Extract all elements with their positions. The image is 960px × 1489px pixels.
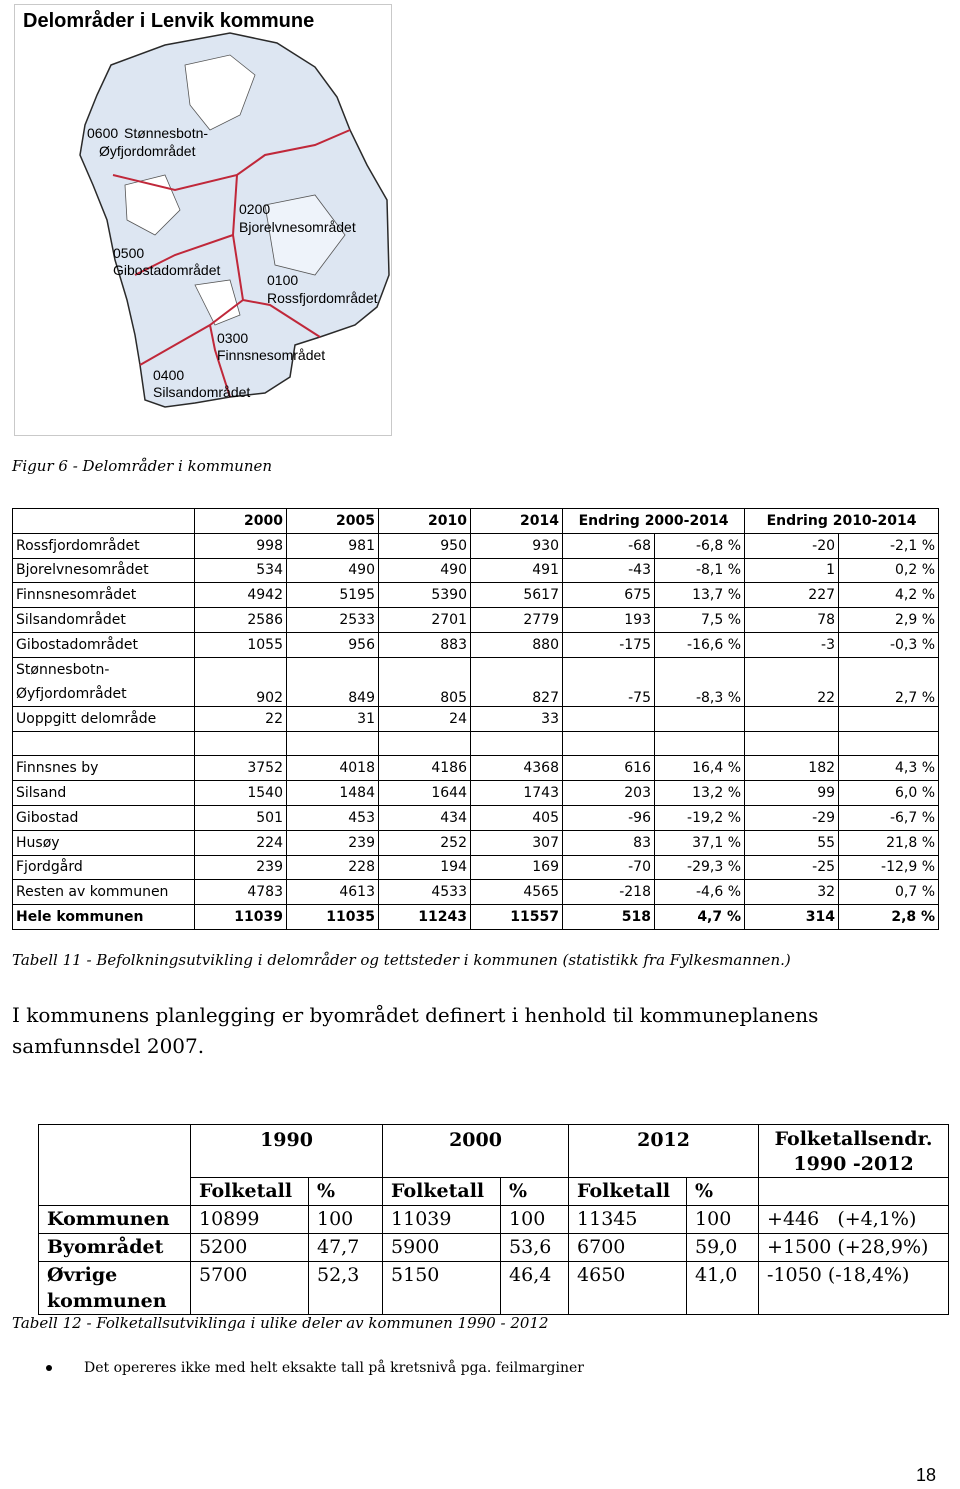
table-cell: 224 [195, 830, 287, 855]
table-cell: 46,4 [501, 1262, 569, 1315]
table-cell: 11039 [195, 905, 287, 930]
table-cell: 11345 [569, 1206, 687, 1234]
table-cell: -25 [745, 855, 839, 880]
table-cell: +1500 (+28,9%) [759, 1234, 949, 1262]
folketall-table [38, 1124, 949, 1315]
table-cell: 7,5 % [655, 608, 745, 633]
table-cell: 4533 [379, 880, 471, 905]
table-cell: 32 [745, 880, 839, 905]
table-row [39, 1262, 949, 1315]
table-cell: -4,6 % [655, 880, 745, 905]
percent-subheader: % [309, 1178, 383, 1206]
table-cell: 16,4 % [655, 756, 745, 781]
table-cell: 880 [471, 632, 563, 657]
table-header-cell [13, 509, 195, 534]
table-cell: 11243 [379, 905, 471, 930]
table-row [13, 706, 939, 731]
table-cell [655, 706, 745, 731]
table-cell: 902 [195, 657, 287, 706]
table-cell: 78 [745, 608, 839, 633]
table-header-cell: Endring 2000-2014 [563, 509, 745, 534]
table-header-cell: 2014 [471, 509, 563, 534]
row-label-line: Stønnesbotn- [16, 661, 110, 678]
table-cell: 956 [287, 632, 379, 657]
table-cell: 193 [563, 608, 655, 633]
table-header-cell: 2010 [379, 509, 471, 534]
table-cell: 2,8 % [839, 905, 939, 930]
table-cell: 4942 [195, 583, 287, 608]
map-title: Delområder i Lenvik kommune [23, 10, 315, 32]
figure-caption: Figur 6 - Delområder i kommunen [12, 457, 273, 475]
table-cell: 1644 [379, 781, 471, 806]
table-cell: -29 [745, 805, 839, 830]
table-cell: 239 [287, 830, 379, 855]
row-label: Husøy [13, 830, 195, 855]
table-spacer-row [13, 731, 939, 756]
table-cell: +446 (+4,1%) [759, 1206, 949, 1234]
table-cell: 169 [471, 855, 563, 880]
table-cell: 100 [687, 1206, 759, 1234]
table-cell: 24 [379, 706, 471, 731]
table-cell: 518 [563, 905, 655, 930]
table-cell: -218 [563, 880, 655, 905]
table-cell: -70 [563, 855, 655, 880]
bullet-item [46, 1360, 584, 1376]
table-cell: 99 [745, 781, 839, 806]
map-label-name: Stønnesbotn- [124, 125, 209, 141]
table-cell: 100 [309, 1206, 383, 1234]
row-label-line: Øyfjordområdet [16, 685, 127, 702]
map-label-name: Øyfjordområdet [99, 143, 196, 159]
table-cell: 4,7 % [655, 905, 745, 930]
table-cell: -3 [745, 632, 839, 657]
row-label: Gibostadområdet [13, 632, 195, 657]
table-row [13, 657, 939, 706]
table-cell: 4368 [471, 756, 563, 781]
table-cell: 182 [745, 756, 839, 781]
table-cell-empty [471, 731, 563, 756]
table-cell: 491 [471, 558, 563, 583]
table-cell: 534 [195, 558, 287, 583]
table-cell: -16,6 % [655, 632, 745, 657]
row-label: Byområdet [39, 1234, 191, 1262]
table-row [39, 1234, 949, 1262]
bullet-text: Det opereres ikke med helt eksakte tall på kretsnivå pga. feilmarginer [84, 1360, 584, 1376]
table-header-row [13, 509, 939, 534]
table-cell: -2,1 % [839, 533, 939, 558]
table-cell: 5150 [383, 1262, 501, 1315]
table-cell: 981 [287, 533, 379, 558]
table-cell: 0,7 % [839, 880, 939, 905]
map-label-name: Rossfjordområdet [267, 290, 378, 306]
table-cell: 0,2 % [839, 558, 939, 583]
table-cell: 4186 [379, 756, 471, 781]
table-cell: 4018 [287, 756, 379, 781]
table-cell-empty [839, 731, 939, 756]
table-cell: 490 [287, 558, 379, 583]
table-row [39, 1206, 949, 1234]
table-cell: 2533 [287, 608, 379, 633]
table-cell: 307 [471, 830, 563, 855]
table-cell-empty [655, 731, 745, 756]
table-cell: 4613 [287, 880, 379, 905]
table-corner [39, 1125, 191, 1206]
table-cell: -29,3 % [655, 855, 745, 880]
table-cell: -0,3 % [839, 632, 939, 657]
table-row [13, 905, 939, 930]
table-cell: 4565 [471, 880, 563, 905]
table-cell: 883 [379, 632, 471, 657]
table-cell: -19,2 % [655, 805, 745, 830]
table-row [13, 608, 939, 633]
folketall-subheader: Folketall [569, 1178, 687, 1206]
table-cell: 37,1 % [655, 830, 745, 855]
table-cell: 2779 [471, 608, 563, 633]
table-cell [563, 706, 655, 731]
map-label-code: 0300 [217, 330, 249, 346]
table-cell: 59,0 [687, 1234, 759, 1262]
percent-subheader: % [687, 1178, 759, 1206]
table-cell: 827 [471, 657, 563, 706]
map-label-name: Gibostadområdet [113, 262, 221, 278]
table-cell [745, 706, 839, 731]
table-cell: 950 [379, 533, 471, 558]
table-cell: -96 [563, 805, 655, 830]
table-row [13, 781, 939, 806]
table-row [13, 533, 939, 558]
map-label-code: 0600 [87, 125, 119, 141]
table-cell-empty [759, 1178, 949, 1206]
table-cell-empty [563, 731, 655, 756]
table-cell: 2586 [195, 608, 287, 633]
row-label: Silsandområdet [13, 608, 195, 633]
table-cell: 1743 [471, 781, 563, 806]
table-row [13, 583, 939, 608]
table-cell: 228 [287, 855, 379, 880]
map-label-code: 0500 [113, 245, 145, 261]
table-cell: 11035 [287, 905, 379, 930]
row-label: Rossfjordområdet [13, 533, 195, 558]
table-header-cell: 2005 [287, 509, 379, 534]
body-paragraph: I kommunens planlegging er byområdet definert i henhold til kommuneplanens samfunnsdel 2007. [12, 1003, 819, 1058]
table-cell: 33 [471, 706, 563, 731]
year-header: 1990 [191, 1125, 383, 1178]
table-cell [839, 706, 939, 731]
row-label: Øvrige kommunen [39, 1262, 191, 1315]
table-header-cell: Endring 2010-2014 [745, 509, 939, 534]
table-cell-empty [13, 731, 195, 756]
table11-caption: Tabell 11 - Befolkningsutvikling i delområder og tettsteder i kommunen (statistikk fra Fylkesmannen.) [12, 951, 791, 969]
table-cell: 22 [195, 706, 287, 731]
table-cell: 616 [563, 756, 655, 781]
table-cell: 2701 [379, 608, 471, 633]
table-row [13, 805, 939, 830]
table-cell: 47,7 [309, 1234, 383, 1262]
row-label: Finnsnes by [13, 756, 195, 781]
table-cell: 83 [563, 830, 655, 855]
table-cell: -1050 (-18,4%) [759, 1262, 949, 1315]
table-cell: 4650 [569, 1262, 687, 1315]
table-cell: 194 [379, 855, 471, 880]
table-cell: 2,7 % [839, 657, 939, 706]
table-row [13, 558, 939, 583]
table-cell-empty [379, 731, 471, 756]
year-header: 2000 [383, 1125, 569, 1178]
table-cell: 55 [745, 830, 839, 855]
table-cell: 1055 [195, 632, 287, 657]
table-cell: 2,9 % [839, 608, 939, 633]
table-cell: 13,7 % [655, 583, 745, 608]
area-map [14, 4, 392, 436]
change-header: Folketallsendr. 1990 -2012 [759, 1125, 949, 1178]
map-label-code: 0200 [239, 201, 271, 217]
table-cell: 6,0 % [839, 781, 939, 806]
map-label-name: Finnsnesområdet [217, 347, 326, 363]
page-number: 18 [915, 1465, 936, 1485]
table-cell: 314 [745, 905, 839, 930]
map-label-code: 0400 [153, 367, 185, 383]
table-cell: 53,6 [501, 1234, 569, 1262]
population-table [12, 508, 939, 930]
table-cell: 434 [379, 805, 471, 830]
bullet-dot [46, 1365, 52, 1371]
row-label: Fjordgård [13, 855, 195, 880]
table-cell: 998 [195, 533, 287, 558]
table-cell: 5617 [471, 583, 563, 608]
table-cell: 3752 [195, 756, 287, 781]
table-cell: -12,9 % [839, 855, 939, 880]
table-cell: 5390 [379, 583, 471, 608]
table-cell: 1540 [195, 781, 287, 806]
folketall-subheader: Folketall [191, 1178, 309, 1206]
table-cell: 100 [501, 1206, 569, 1234]
table-cell: 13,2 % [655, 781, 745, 806]
table-row [13, 756, 939, 781]
table-row [13, 855, 939, 880]
table-cell: 4,2 % [839, 583, 939, 608]
row-label: Finnsnesområdet [13, 583, 195, 608]
table-cell: 453 [287, 805, 379, 830]
table-cell: 252 [379, 830, 471, 855]
row-label: Bjorelvnesområdet [13, 558, 195, 583]
table-cell: -8,3 % [655, 657, 745, 706]
table-cell: 405 [471, 805, 563, 830]
table-cell: -43 [563, 558, 655, 583]
table-cell: -20 [745, 533, 839, 558]
table-cell: 21,8 % [839, 830, 939, 855]
row-label: Kommunen [39, 1206, 191, 1234]
table-cell: -68 [563, 533, 655, 558]
table-cell: 31 [287, 706, 379, 731]
table-cell: 490 [379, 558, 471, 583]
table-cell: 1484 [287, 781, 379, 806]
year-header: 2012 [569, 1125, 759, 1178]
table-row [13, 880, 939, 905]
row-label: Silsand [13, 781, 195, 806]
table-cell: 10899 [191, 1206, 309, 1234]
percent-subheader: % [501, 1178, 569, 1206]
row-label: Hele kommunen [13, 905, 195, 930]
table-cell: 22 [745, 657, 839, 706]
table-cell: 1 [745, 558, 839, 583]
table-header-row [39, 1125, 949, 1178]
map-label-name: Bjorelvnesområdet [239, 219, 356, 235]
table-cell-empty [195, 731, 287, 756]
map-label-code: 0100 [267, 272, 299, 288]
table-cell-empty [745, 731, 839, 756]
row-label: Gibostad [13, 805, 195, 830]
table-cell: 675 [563, 583, 655, 608]
table-cell: 501 [195, 805, 287, 830]
table-cell: 203 [563, 781, 655, 806]
table-cell: 6700 [569, 1234, 687, 1262]
table-cell: -6,8 % [655, 533, 745, 558]
table-cell: 5195 [287, 583, 379, 608]
row-label [13, 657, 195, 706]
table-cell: 805 [379, 657, 471, 706]
folketall-subheader: Folketall [383, 1178, 501, 1206]
table-cell: 11557 [471, 905, 563, 930]
row-label: Uoppgitt delområde [13, 706, 195, 731]
table12-caption: Tabell 12 - Folketallsutviklinga i ulike deler av kommunen 1990 - 2012 [12, 1314, 549, 1332]
table-cell: -6,7 % [839, 805, 939, 830]
table-cell: -175 [563, 632, 655, 657]
table-cell: 227 [745, 583, 839, 608]
table-cell: -8,1 % [655, 558, 745, 583]
table-cell: 5900 [383, 1234, 501, 1262]
table-cell: 5200 [191, 1234, 309, 1262]
table-row [13, 632, 939, 657]
row-label: Resten av kommunen [13, 880, 195, 905]
table-cell: 52,3 [309, 1262, 383, 1315]
table-cell: 41,0 [687, 1262, 759, 1315]
table-cell: 849 [287, 657, 379, 706]
table-cell: 5700 [191, 1262, 309, 1315]
table-cell: -75 [563, 657, 655, 706]
table-cell-empty [287, 731, 379, 756]
table-cell: 239 [195, 855, 287, 880]
table-cell: 4,3 % [839, 756, 939, 781]
table-cell: 930 [471, 533, 563, 558]
table-row [13, 830, 939, 855]
table-header-cell: 2000 [195, 509, 287, 534]
table-cell: 4783 [195, 880, 287, 905]
map-label-name: Silsandområdet [153, 384, 251, 400]
table-cell: 11039 [383, 1206, 501, 1234]
